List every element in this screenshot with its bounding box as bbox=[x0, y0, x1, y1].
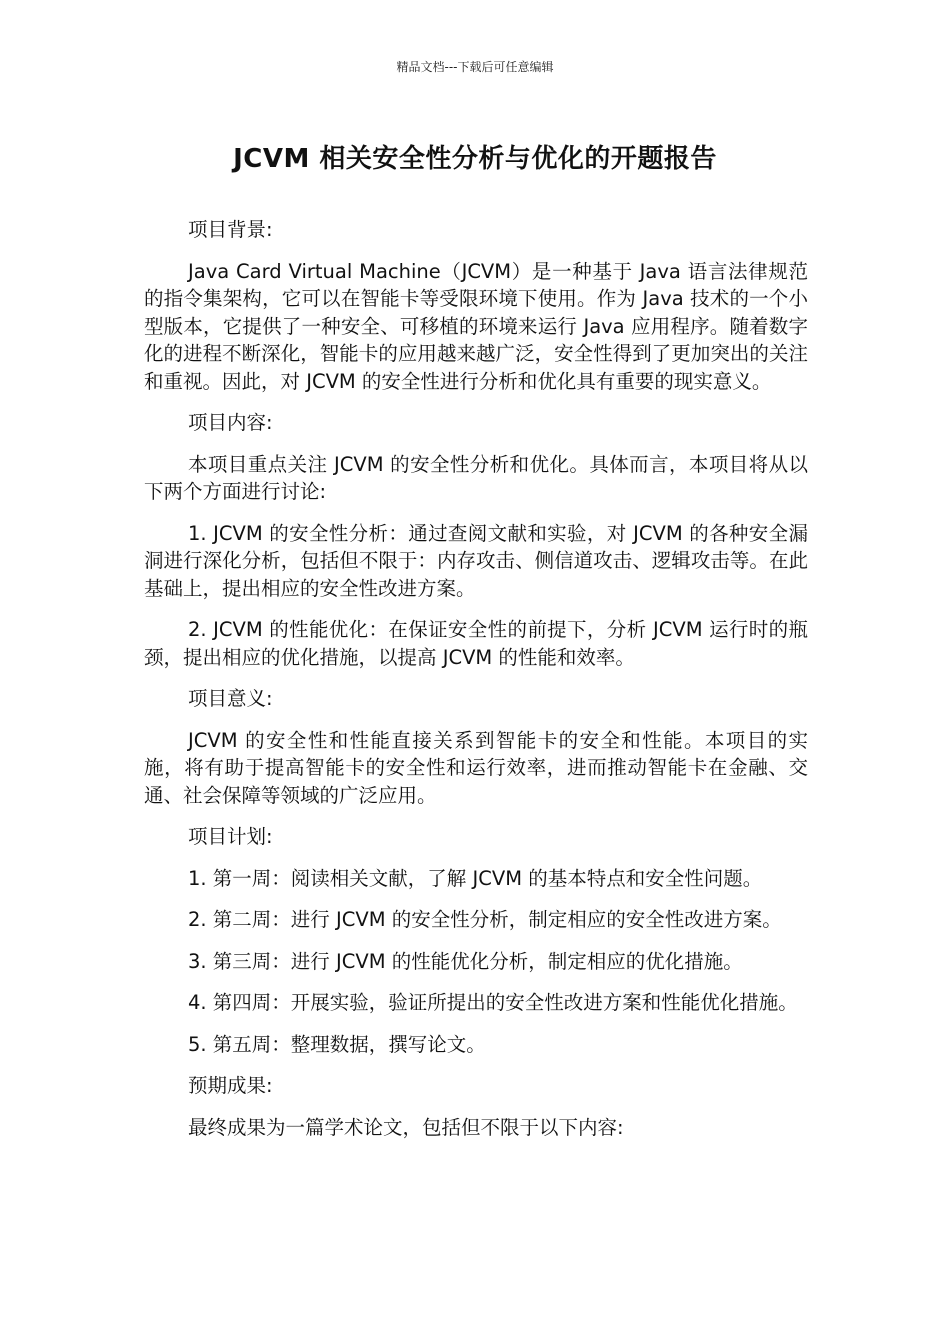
plan-item-week-1: 1. 第一周：阅读相关文献，了解 JCVM 的基本特点和安全性问题。 bbox=[188, 866, 763, 890]
document-body bbox=[144, 216, 808, 1155]
paragraph-background: Java Card Virtual Machine（JCVM）是一种基于 Java 语言法律规范的指令集架构，它可以在智能卡等受限环境下使用。作为 Java 技术的一个小型版本，它提供了一种安全、可移植的环境来运行 Java 应用程序。随着数字化的进程不断深化，智能卡的应用越来越广泛，安全性得到了更加突出的关注和重视。因此，对 JCVM 的安全性进行分析和优化具有重要的现实意义。 bbox=[144, 259, 808, 393]
list-item-security-analysis: 1. JCVM 的安全性分析：通过查阅文献和实验，对 JCVM 的各种安全漏洞进行深化分析，包括但不限于：内存攻击、侧信道攻击、逻辑攻击等。在此基础上，提出相应的安全性改进方案。 bbox=[144, 521, 808, 600]
paragraph-significance: JCVM 的安全性和性能直接关系到智能卡的安全和性能。本项目的实施，将有助于提高智能卡的安全性和运行效率，进而推动智能卡在金融、交通、社会保障等领域的广泛应用。 bbox=[144, 728, 808, 807]
plan-item-week-5: 5. 第五周：整理数据，撰写论文。 bbox=[188, 1032, 486, 1056]
paragraph-content-intro: 本项目重点关注 JCVM 的安全性分析和优化。具体而言，本项目将从以下两个方面进行讨论: bbox=[144, 452, 808, 503]
section-heading-background: 项目背景: bbox=[188, 218, 273, 241]
plan-item-week-2: 2. 第二周：进行 JCVM 的安全性分析，制定相应的安全性改进方案。 bbox=[188, 908, 782, 931]
plan-item-week-3: 3. 第三周：进行 JCVM 的性能优化分析，制定相应的优化措施。 bbox=[188, 949, 743, 973]
plan-item-week-4: 4. 第四周：开展实验，验证所提出的安全性改进方案和性能优化措施。 bbox=[188, 991, 798, 1014]
header-note: 精品文档---下载后可任意编辑 bbox=[396, 60, 554, 74]
paragraph-expected-results: 最终成果为一篇学术论文，包括但不限于以下内容: bbox=[188, 1115, 624, 1139]
list-item-performance-optimization: 2. JCVM 的性能优化：在保证安全性的前提下，分析 JCVM 运行时的瓶颈，提出相应的优化措施，以提高 JCVM 的性能和效率。 bbox=[144, 618, 808, 669]
section-heading-significance: 项目意义: bbox=[188, 687, 273, 710]
document-title: JCVM 相关安全性分析与优化的开题报告 bbox=[233, 144, 717, 174]
section-heading-content: 项目内容: bbox=[188, 411, 273, 434]
section-heading-expected-results: 预期成果: bbox=[188, 1074, 273, 1097]
section-heading-plan: 项目计划: bbox=[188, 825, 273, 848]
